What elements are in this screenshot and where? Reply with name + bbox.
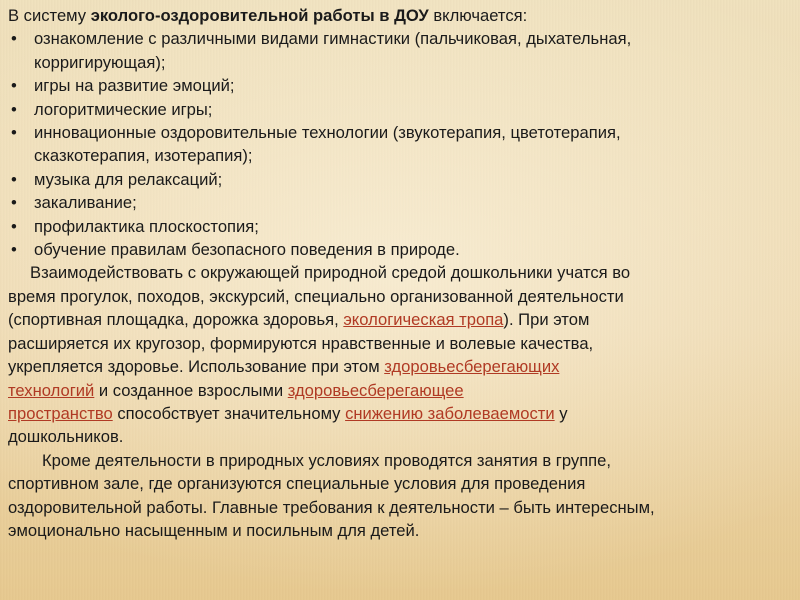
list-item-text: инновационные оздоровительные технологии (звукотерапия, цветотерапия, <box>34 123 621 143</box>
list-item <box>8 238 794 261</box>
intro-bold-term: эколого-оздоровительной работы в ДОУ <box>90 6 429 25</box>
list-item-text: музыка для релаксаций; <box>34 169 223 189</box>
list-item-text-continued: корригирующая); <box>34 52 166 72</box>
list-item <box>8 27 794 50</box>
intro-line <box>8 4 794 27</box>
link-ecological-trail[interactable]: экологическая тропа <box>343 310 504 330</box>
link-reducing-morbidity[interactable]: снижению заболеваемости <box>345 403 555 423</box>
text-span: (спортивная площадка, дорожка здоровья, <box>8 310 344 330</box>
bullet-icon: • <box>11 216 17 236</box>
paragraph-line: расширяется их кругозор, формируются нравственные и волевые качества, <box>8 333 594 353</box>
list-item-text: профилактика плоскостопия; <box>34 216 259 236</box>
text-span: ). При этом <box>503 310 590 330</box>
text-span: укрепляется здоровье. Использование при этом <box>8 357 385 377</box>
bullet-icon: • <box>11 169 17 189</box>
intro-suffix: включается: <box>428 6 528 25</box>
list-item-text: обучение правилам безопасного поведения в природе. <box>34 240 460 260</box>
list-item <box>8 98 794 121</box>
list-item <box>8 121 794 144</box>
paragraph-line: спортивном зале, где организуются специальные условия для проведения <box>8 474 586 494</box>
paragraph-line: Взаимодействовать с окружающей природной средой дошкольники учатся во <box>30 263 631 283</box>
bullet-icon: • <box>11 76 17 96</box>
paragraph-indoor-activities <box>8 449 794 543</box>
text-span: способствует значительному <box>112 403 346 423</box>
list-item-text: игры на развитие эмоций; <box>34 76 235 96</box>
paragraph-line: время прогулок, походов, экскурсий, специально организованной деятельности <box>8 286 624 306</box>
link-health-saving-technologies[interactable]: здоровьесберегающих <box>384 357 560 377</box>
link-health-saving-technologies-cont[interactable]: технологий <box>8 380 95 400</box>
text-span: у <box>554 403 568 423</box>
bullet-icon: • <box>11 240 17 260</box>
paragraph-line: оздоровительной работы. Главные требования к деятельности – быть интересным, <box>8 497 655 517</box>
intro-prefix: В систему <box>8 6 91 25</box>
list-item-text: ознакомление с различными видами гимнастики (пальчиковая, дыхательная, <box>34 29 632 49</box>
list-item-text: логоритмические игры; <box>34 99 213 119</box>
text-span: и созданное взрослыми <box>94 380 288 400</box>
paragraph-line: дошкольников. <box>8 427 124 447</box>
list-item <box>8 168 794 191</box>
bullet-list <box>8 27 794 261</box>
bullet-icon: • <box>11 99 17 119</box>
bullet-icon: • <box>11 29 17 49</box>
list-item-text: закаливание; <box>34 193 137 213</box>
list-item <box>8 74 794 97</box>
paragraph-line <box>8 308 794 331</box>
paragraph-line <box>8 402 794 425</box>
bullet-icon: • <box>11 123 17 143</box>
slide-content <box>8 4 794 542</box>
paragraph-line <box>8 355 794 378</box>
link-health-saving-space[interactable]: здоровьесберегающее <box>287 380 464 400</box>
paragraph-line: Кроме деятельности в природных условиях проводятся занятия в группе, <box>42 450 612 470</box>
list-item <box>8 191 794 214</box>
list-item-text-continued: сказкотерапия, изотерапия); <box>34 146 253 166</box>
paragraph-interaction <box>8 261 794 448</box>
paragraph-line: эмоционально насыщенным и посильным для детей. <box>8 520 420 540</box>
bullet-icon: • <box>11 193 17 213</box>
link-health-saving-space-cont[interactable]: пространство <box>8 403 113 423</box>
list-item <box>8 215 794 238</box>
paragraph-line <box>8 379 794 402</box>
